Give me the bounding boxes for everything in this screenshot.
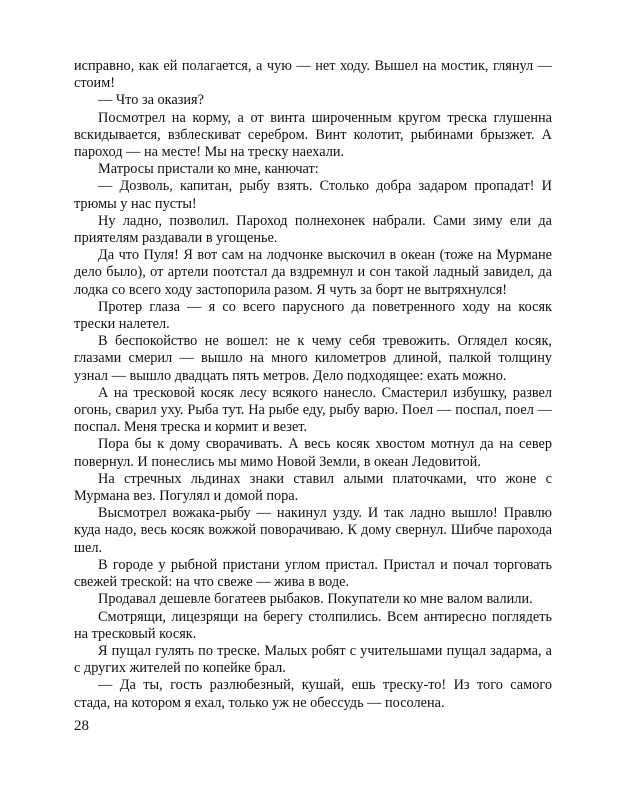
paragraph: Посмотрел на корму, а от винта широченным кругом треска глушенна вскидывается, взблескиват серебром. Винт колотит, рыбинами брызжет. А пароход — на месте! Мы на треску наехали. [74,109,552,161]
paragraph: Матросы пристали ко мне, канючат: [98,161,319,178]
paragraph: — Дозволь, капитан, рыбу взять. Столько добра задаром пропадат! И трюмы у нас пусты! [74,178,552,212]
paragraph: В беспокойство не вошел: не к чему себя тревожить. Оглядел косяк, глазами смерил — вышло на много километров длиной, палкой толщину узнал — вышло двадцать пять метров. Дело подходящее: ехать можно. [74,333,552,384]
paragraph: Да что Пуля! Я вот сам на лодчонке выскочил в океан (тоже на Мурмане дело было), от артели поотстал да вздремнул и сон такой ладный завидел, да лодка со всего ходу застопорила разом. Я чуть за борт не вытряхнулся! [74,247,552,298]
paragraph: А на тресковой косяк лесу всякого нанесло. Смастерил избушку, развел огонь, сварил уху. Рыба тут. На рыбе еду, рыбу варю. Поел — поспал, поел — поспал. Меня треска и кормит и везет. [74,384,552,436]
page-number: 28 [74,718,89,734]
paragraph: Продавал дешевле богатеев рыбаков. Покупатели ко мне валом валили. [98,591,533,608]
paragraph: — Да ты, гость разлюбезный, кушай, ешь треску-то! Из того самого стада, на котором я ехал, только уж не обессудь — посолена. [74,677,552,711]
paragraph: В городе у рыбной пристани углом пристал. Пристал и почал торговать свежей треской: на что свеже — жива в воде. [74,556,552,591]
paragraph: Высмотрел вожака-рыбу — накинул узду. И так ладно вышло! Правлю куда надо, весь косяк вожжой поворачиваю. К дому свернул. Шибче парохода шел. [74,505,552,556]
page-body-text [74,58,552,712]
paragraph: Я пущал гулять по треске. Малых робят с учительшами пущал задарма, а с других жителей по копейке брал. [74,642,552,677]
paragraph: Смотрящи, лицезрящи на берегу столпились. Всем антиресно поглядеть на тресковый косяк. [74,608,552,642]
paragraph: — Что за оказия? [98,92,204,109]
paragraph: Пора бы к дому сворачивать. А весь косяк хвостом мотнул да на север повернул. И понеслись мы мимо Новой Земли, в океан Ледовитой. [74,436,552,470]
paragraph: исправно, как ей полагается, а чую — нет ходу. Вышел на мостик, глянул — стоим! [74,58,552,92]
paragraph: На стречных льдинах знаки ставил алыми платочками, что жоне с Мурмана вез. Погулял и домой пора. [74,470,552,505]
paragraph: Ну ладно, позволил. Пароход полнехонек набрали. Сами зиму ели да приятелям раздавали в угощенье. [74,212,552,247]
paragraph: Протер глаза — я со всего парусного да поветренного ходу на косяк трески налетел. [74,298,552,333]
